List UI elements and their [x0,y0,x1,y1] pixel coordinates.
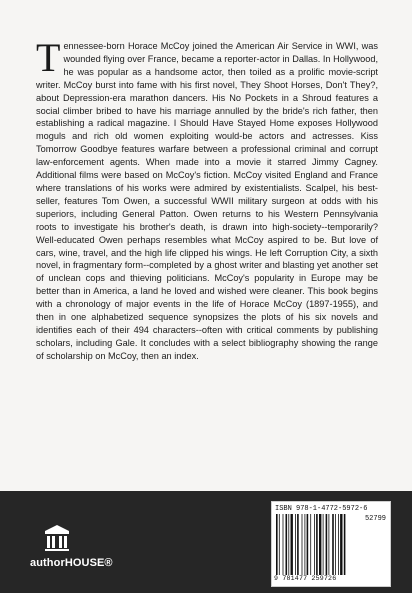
isbn-label: ISBN 978-1-4772-5972-6 [275,505,368,513]
price-code: 52799 [364,515,386,523]
drop-cap: T [36,35,61,80]
publisher-logo [30,524,140,578]
barcode-digits: 9 781477 259726 [274,575,337,582]
isbn-barcode [271,501,391,587]
barcode-bars [276,514,360,575]
cover-description [36,35,379,363]
publisher-name: authorHOUSE® [30,557,113,569]
bookshelf-icon [44,524,70,552]
description-body: ennessee-born Horace McCoy joined the American Air Service in WWI, was wounded flying over France, became a reporter-actor in Dallas. In Hollywood, he was popular as a handsome actor, then toiled as a prolific movie-script writer. McCoy burst into fame with his first novel, They Shoot Horses, Don't They?, about Depression-era marathon dancers. His No Pockets in a Shroud features a social climber bribed to have his marriage annulled by the bride's rich father, then establishing a radical magazine. I Should Have Stayed Home exposes Hollywood moguls and rich old women exploiting would-be actors and actresses. Kiss Tomorrow Goodbye features warfare between a professional criminal and corrupt law-enforcement agents. When made into a movie it starred Jimmy Cagney. Additional films were based on McCoy's fiction. McCoy visited England and France where translations of his works were admired by existentialists. Scalpel, his best-seller, features Tom Owen, a successful WWII military surgeon at odds with his superiors, including General Patton. Owen returns to his Western Pennsylvania roots to investigate his brother's death, is drawn into high-society--temporarily? Well-educated Owen perhaps resembles what McCoy aspired to be. But love of cars, wine, travel, and the high life clipped his wings. He left Corruption City, a sixth novel, in fragmentary form--completed by a ghost writer and blasting yet another set of unclean cops and thieving politicians. McCoy's popularity in Europe may be better than in America, a land he loved and wished were cleaner. This book begins with a chronology of major events in the life of Horace McCoy (1897-1955), and then in one alphabetized sequence synopsizes the plots of his six novels and identifies each of their 494 characters--often with critical comments by publishing scholars, including Gale. It concludes with a select bibliography showing the range of scholarship on McCoy, then an index. [36,41,379,361]
